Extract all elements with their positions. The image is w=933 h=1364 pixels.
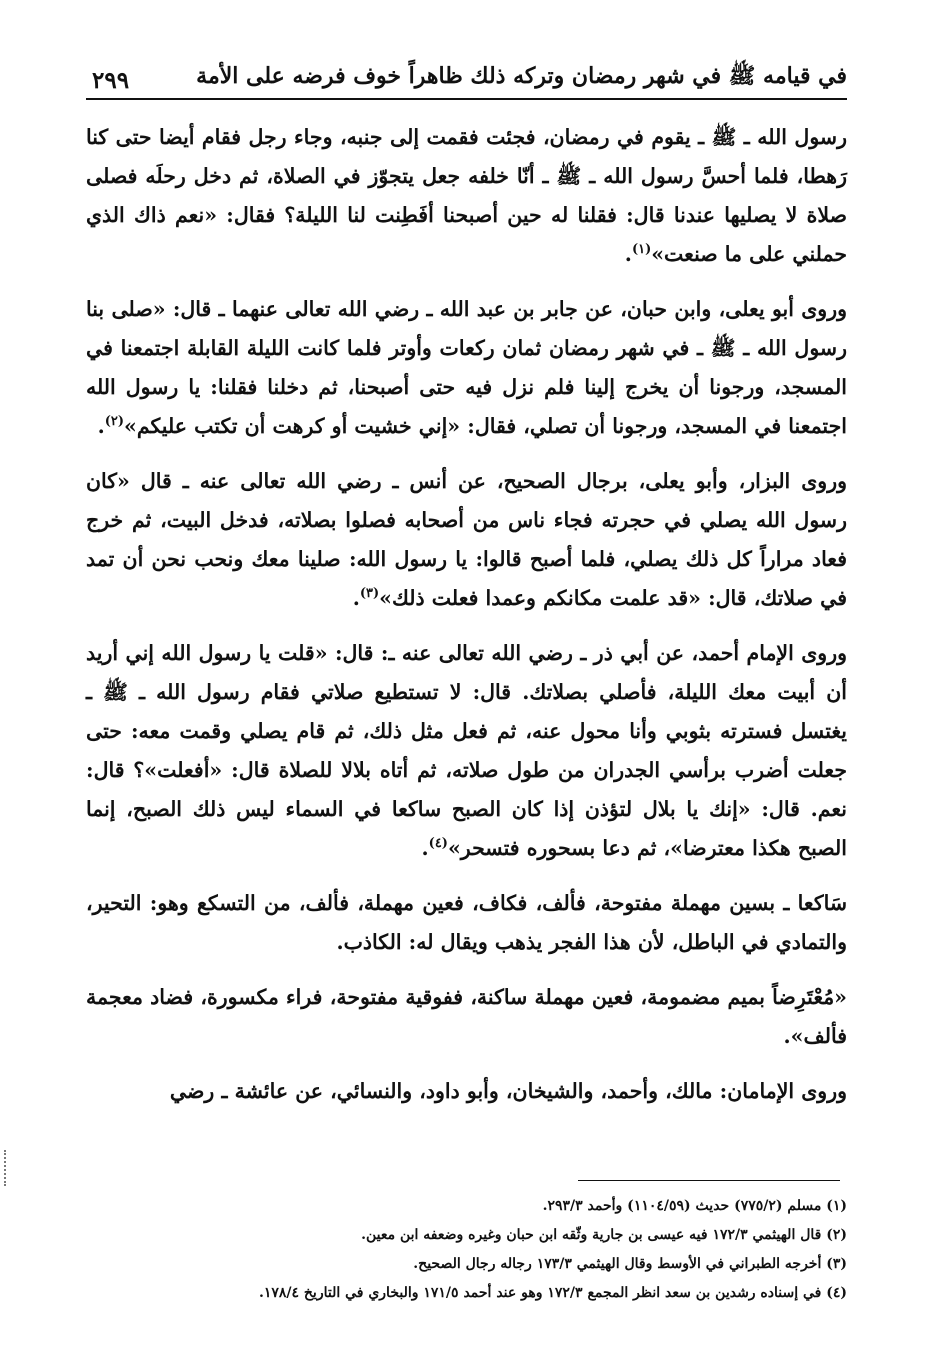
paragraph (86, 1072, 847, 1111)
main-text (86, 118, 847, 1111)
paragraph (86, 290, 847, 446)
paragraph-text: «مُعْتَرِضاً بميم مضمومة، فعين مهملة ساكنة، ففوقية مفتوحة، فراء مكسورة، فضاد معجمة فألف». (86, 985, 847, 1048)
footnote-ref: (٣) (359, 586, 380, 602)
paragraph-text: سَاكعا ـ بسين مهملة مفتوحة، فألف، فكاف، فعين مهملة، فألف، من التسكع وهو: التحير، والتمادي في الباطل، لأن هذا الفجر يذهب ويقال له: الكاذب. (86, 891, 847, 954)
paragraph-text: وروى البزار، وأبو يعلى، برجال الصحيح، عن أنس ـ رضي الله تعالى عنه ـ قال «كان رسول الله يصلي في حجرته فجاء ناس من أصحابه فصلوا بصلاته، فدخل البيت، ثم خرج فعاد مراراً كل ذلك يصلي، فلما أصبح قالوا: يا رسول الله: صلينا معك ونحب نحن أن تمد في صلاتك، قال: «قد علمت مكانكم وعمدا فعلت ذلك» (86, 469, 847, 610)
footnote: (٢) قال الهيثمي ١٧٢/٣ فيه عيسى بن جارية وثّقه ابن حبان وغيره وضعفه ابن معين. (361, 1227, 847, 1243)
paragraph (86, 462, 847, 618)
paragraph (86, 884, 847, 962)
footnote-ref: (٢) (104, 414, 125, 430)
footnote-ref: (١) (631, 242, 652, 258)
footnote: (٣) أخرجه الطبراني في الأوسط وقال الهيثمي ١٧٣/٣ رجاله رجال الصحيح. (413, 1256, 847, 1272)
paragraph-tail: . (624, 242, 632, 266)
paragraph (86, 978, 847, 1056)
page-number: ٢٩٩ (92, 67, 130, 94)
paragraph-text: رسول الله ـ ﷺ ـ يقوم في رمضان، فجئت فقمت إلى جنبه، وجاء رجل فقام أيضا حتى كنا رَهطا، فلما أحسَّ رسول الله ـ ﷺ ـ أنّا خلفه جعل يتجوّز في الصلاة، ثم دخل رحلَه فصلى صلاة لا يصليها عندنا قال: فقلنا له حين أصبحنا أفَطِنت لنا الليلة؟ فقال: «نعم ذاك الذي حملني على ما صنعت» (86, 125, 847, 266)
footnote-ref: (٤) (428, 836, 448, 852)
running-head: في قيامه ﷺ في شهر رمضان وتركه ذلك ظاهراً خوف فرضه على الأمة (196, 63, 847, 89)
footnote: (١) مسلم (٧٧٥/٢) حديث (١١٠٤/٥٩) وأحمد ٢٩٣/٣. (542, 1198, 847, 1214)
page-header (86, 52, 847, 100)
footnotes (86, 1192, 847, 1308)
footnote: (٤) في إسناده رشدين بن سعد انظر المجمع ١٧٢/٣ وهو عند أحمد ١٧١/٥ والبخاري في التاريخ ١٧٨/٤. (258, 1285, 847, 1301)
paragraph-tail: . (97, 414, 105, 438)
paragraph-text: وروى أبو يعلى، وابن حبان، عن جابر بن عبد الله ـ رضي الله تعالى عنهما ـ قال: «صلى بنا رسول الله ـ ﷺ ـ في شهر رمضان ثمان ركعات وأوتر فلما كانت الليلة القابلة اجتمعنا في المسجد، ورجونا أن يخرج إلينا فلم نزل فيه حتى أصبحنا، ثم دخلنا فقلنا: يا رسول الله اجتمعنا في المسجد، ورجونا أن تصلي، فقال: «إني خشيت أو كرهت أن تكتب عليكم» (86, 297, 847, 438)
paragraph-text: وروى الإمام أحمد، عن أبي ذر ـ رضي الله تعالى عنه ـ: قال: «قلت يا رسول الله إني أريد أن أبيت معك الليلة، فأصلي بصلاتك. قال: لا تستطيع صلاتي فقام رسول الله ـ ﷺ ـ يغتسل فسترته بثوبي وأنا محول عنه، ثم فعل مثل ذلك، ثم قام يصلي وقمت معه: حتى جعلت أضرب برأسي الجدران من طول صلاته، ثم أتاه بلالا للصلاة قال: «أفعلت»؟ قال: نعم. قال: «إنك يا بلال لتؤذن إذا كان الصبح ساكعا في السماء ليس ذلك الصبح، إنما الصبح هكذا معترضا»، ثم دعا بسحوره فتسحر» (86, 641, 847, 860)
paragraph (86, 118, 847, 274)
paragraph-tail: . (421, 836, 429, 860)
scan-margin-mark (4, 1150, 10, 1186)
paragraph (86, 634, 847, 868)
footnote-divider (578, 1180, 840, 1181)
paragraph-tail: . (352, 586, 360, 610)
paragraph-text: وروى الإمامان: مالك، وأحمد، والشيخان، وأبو داود، والنسائي، عن عائشة ـ رضي (169, 1079, 847, 1103)
